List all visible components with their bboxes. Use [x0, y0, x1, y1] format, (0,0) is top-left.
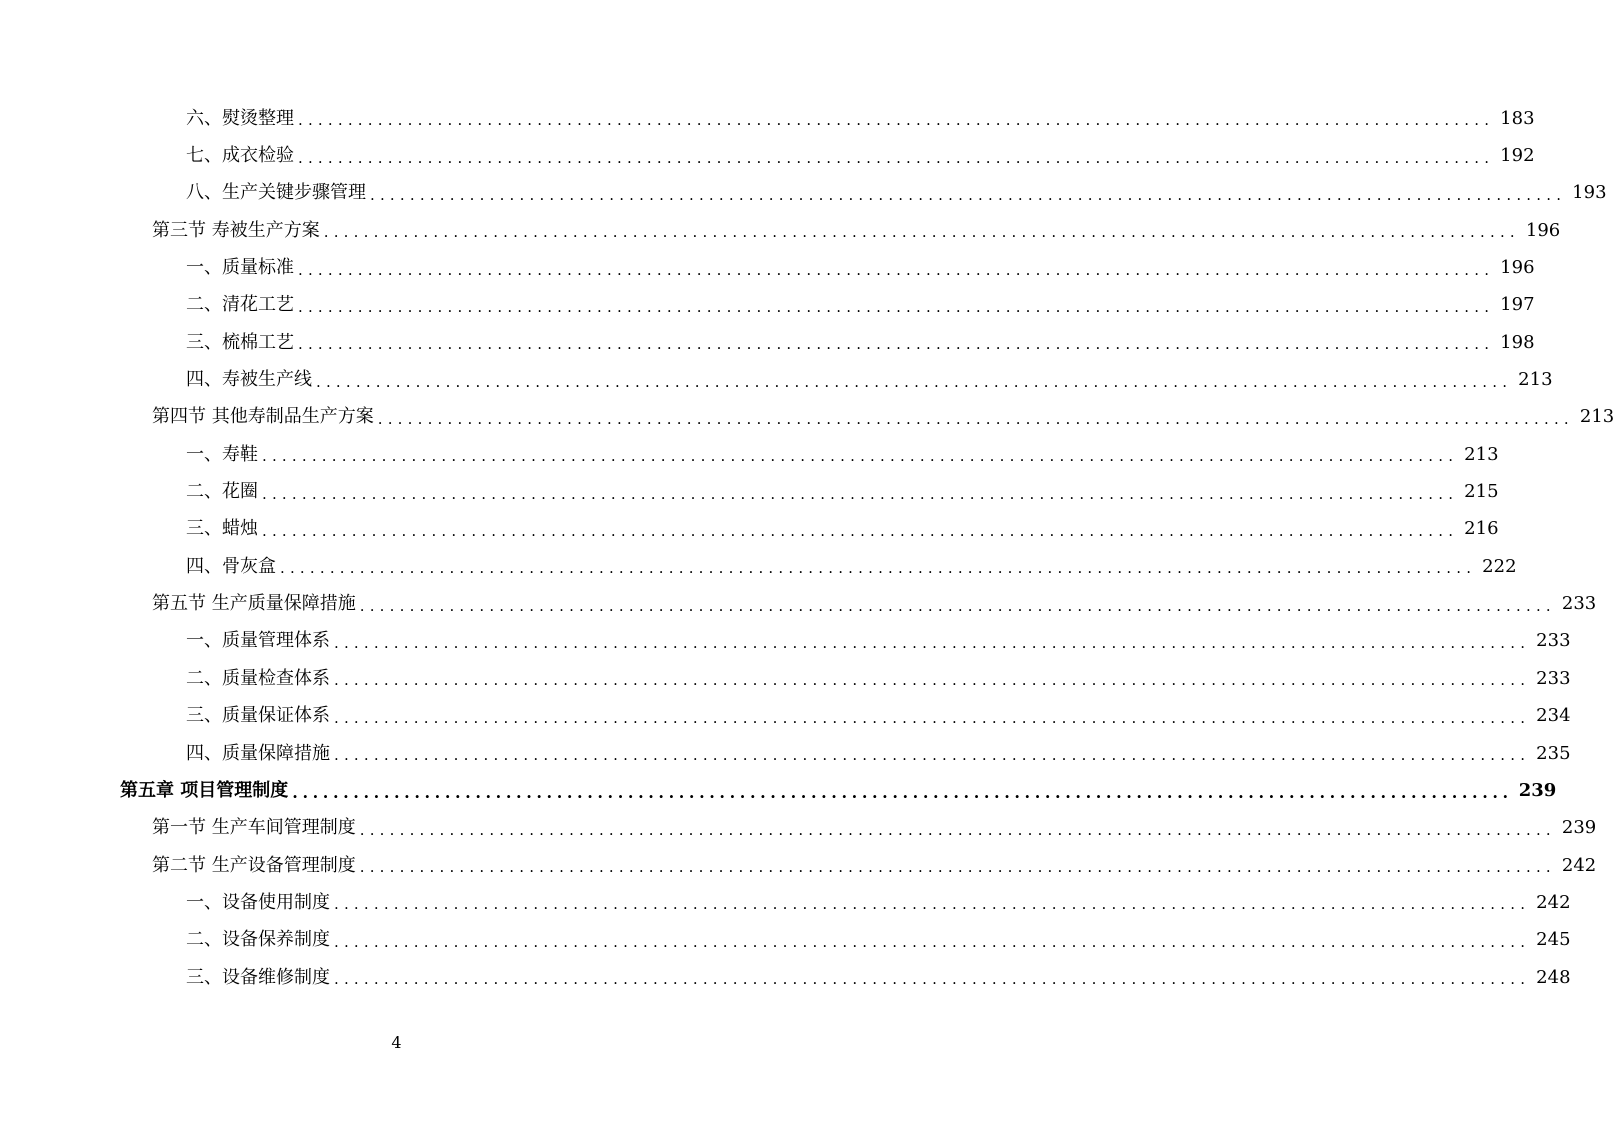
toc-entry-page: 248: [1536, 966, 1571, 988]
toc-entry-page: 233: [1561, 593, 1597, 615]
toc-entry-page: 192: [1500, 145, 1535, 167]
toc-dot-leader: ........................................................................................................................: [316, 372, 1513, 391]
toc-entry-title: 六、熨烫整理: [186, 107, 294, 129]
toc-entry[interactable]: [0, 212, 1561, 249]
toc-dot-leader: ........................................................................................................................: [298, 111, 1495, 130]
toc-dot-leader: ........................................................................................................................: [359, 820, 1556, 839]
toc-entry-title: 七、成衣检验: [186, 145, 294, 167]
toc-entry-title: 第一节 生产车间管理制度: [152, 817, 356, 839]
toc-entry-page: 183: [1500, 107, 1535, 129]
toc-entry[interactable]: [0, 175, 1607, 212]
toc-dot-leader: ........................................................................................................................: [262, 484, 1459, 503]
toc-entry[interactable]: [0, 772, 1557, 809]
toc-entry-title: 二、质量检查体系: [186, 667, 330, 689]
toc-entry[interactable]: [0, 399, 1614, 436]
toc-dot-leader: ........................................................................................................................: [334, 932, 1531, 951]
toc-entry-page: 213: [1518, 369, 1553, 391]
toc-entry-title: 二、设备保养制度: [186, 929, 330, 951]
toc-dot-leader: ........................................................................................................................: [298, 335, 1495, 354]
toc-entry[interactable]: [0, 249, 1535, 286]
toc-dot-leader: ........................................................................................................................: [298, 260, 1495, 279]
toc-entry[interactable]: [0, 585, 1597, 622]
toc-entry[interactable]: [0, 884, 1571, 921]
toc-entry-page: 198: [1500, 331, 1535, 353]
toc-dot-leader: ........................................................................................................................: [262, 447, 1459, 466]
toc-entry-page: 245: [1536, 929, 1571, 951]
toc-dot-leader: ........................................................................................................................: [334, 671, 1531, 690]
toc-entry-title: 第四节 其他寿制品生产方案: [152, 406, 374, 428]
toc-entry-page: 193: [1572, 182, 1607, 204]
toc-dot-leader: ........................................................................................................................: [323, 223, 1520, 242]
toc-entry-title: 一、寿鞋: [186, 443, 258, 465]
toc-entry[interactable]: [0, 660, 1571, 697]
toc-entry[interactable]: [0, 735, 1571, 772]
toc-dot-leader: ........................................................................................................................: [292, 782, 1513, 802]
toc-entry-title: 四、骨灰盒: [186, 555, 276, 577]
toc-entry[interactable]: [0, 511, 1499, 548]
toc-entry-title: 第五章 项目管理制度: [120, 779, 289, 801]
toc-entry[interactable]: [0, 436, 1499, 473]
toc-entry-title: 第五节 生产质量保障措施: [152, 593, 356, 615]
toc-entry-title: 一、设备使用制度: [186, 891, 330, 913]
toc-entry-page: 234: [1536, 705, 1571, 727]
toc-entry-page: 196: [1525, 219, 1561, 241]
toc-dot-leader: ........................................................................................................................: [334, 633, 1531, 652]
toc-entry[interactable]: [0, 287, 1535, 324]
page-number: 4: [391, 1033, 402, 1052]
toc-entry-title: 第三节 寿被生产方案: [152, 219, 320, 241]
toc-entry-page: 233: [1536, 630, 1571, 652]
toc-entry-title: 二、花圈: [186, 481, 258, 503]
toc-entry-page: 215: [1464, 481, 1499, 503]
toc-dot-leader: ........................................................................................................................: [377, 409, 1574, 428]
toc-entry[interactable]: [0, 623, 1571, 660]
toc-entry[interactable]: [0, 847, 1597, 884]
toc-entry[interactable]: [0, 473, 1499, 510]
toc-entry-title: 一、质量管理体系: [186, 630, 330, 652]
toc-dot-leader: ........................................................................................................................: [334, 746, 1531, 765]
toc-dot-leader: ........................................................................................................................: [370, 185, 1567, 204]
toc-entry-page: 235: [1536, 742, 1571, 764]
toc-dot-leader: ........................................................................................................................: [334, 708, 1531, 727]
toc-entry-page: 213: [1579, 406, 1614, 428]
toc-dot-leader: ........................................................................................................................: [298, 148, 1495, 167]
toc-entry-page: 222: [1482, 555, 1517, 577]
toc-entry-title: 二、清花工艺: [186, 294, 294, 316]
toc-entry-page: 239: [1561, 817, 1597, 839]
toc-dot-leader: ........................................................................................................................: [280, 559, 1477, 578]
toc-entry-page: 196: [1500, 257, 1535, 279]
toc-dot-leader: ........................................................................................................................: [334, 895, 1531, 914]
toc-entry-title: 八、生产关键步骤管理: [186, 182, 366, 204]
toc-dot-leader: ........................................................................................................................: [359, 596, 1556, 615]
toc-dot-leader: ........................................................................................................................: [359, 858, 1556, 877]
toc-entry-title: 三、设备维修制度: [186, 966, 330, 988]
toc-entry[interactable]: [0, 698, 1571, 735]
toc-dot-leader: ........................................................................................................................: [262, 521, 1459, 540]
toc-entry-title: 三、质量保证体系: [186, 705, 330, 727]
toc-entry-title: 四、寿被生产线: [186, 369, 312, 391]
toc-entry[interactable]: [0, 361, 1553, 398]
toc-entry[interactable]: [0, 324, 1535, 361]
table-of-contents: [0, 100, 1614, 996]
toc-entry[interactable]: [0, 810, 1597, 847]
toc-dot-leader: ........................................................................................................................: [298, 297, 1495, 316]
toc-entry[interactable]: [0, 100, 1535, 137]
toc-entry-title: 三、蜡烛: [186, 518, 258, 540]
toc-entry-page: 197: [1500, 294, 1535, 316]
toc-entry-title: 四、质量保障措施: [186, 742, 330, 764]
toc-entry-page: 233: [1536, 667, 1571, 689]
toc-entry-title: 第二节 生产设备管理制度: [152, 854, 356, 876]
toc-entry-page: 216: [1464, 518, 1499, 540]
toc-entry-page: 213: [1464, 443, 1499, 465]
toc-entry-title: 一、质量标准: [186, 257, 294, 279]
toc-entry-page: 242: [1561, 854, 1597, 876]
toc-entry[interactable]: [0, 137, 1535, 174]
toc-entry-page: 239: [1518, 779, 1557, 801]
toc-entry[interactable]: [0, 548, 1517, 585]
toc-entry[interactable]: [0, 959, 1571, 996]
toc-entry[interactable]: [0, 922, 1571, 959]
toc-dot-leader: ........................................................................................................................: [334, 970, 1531, 989]
toc-entry-page: 242: [1536, 891, 1571, 913]
toc-entry-title: 三、梳棉工艺: [186, 331, 294, 353]
